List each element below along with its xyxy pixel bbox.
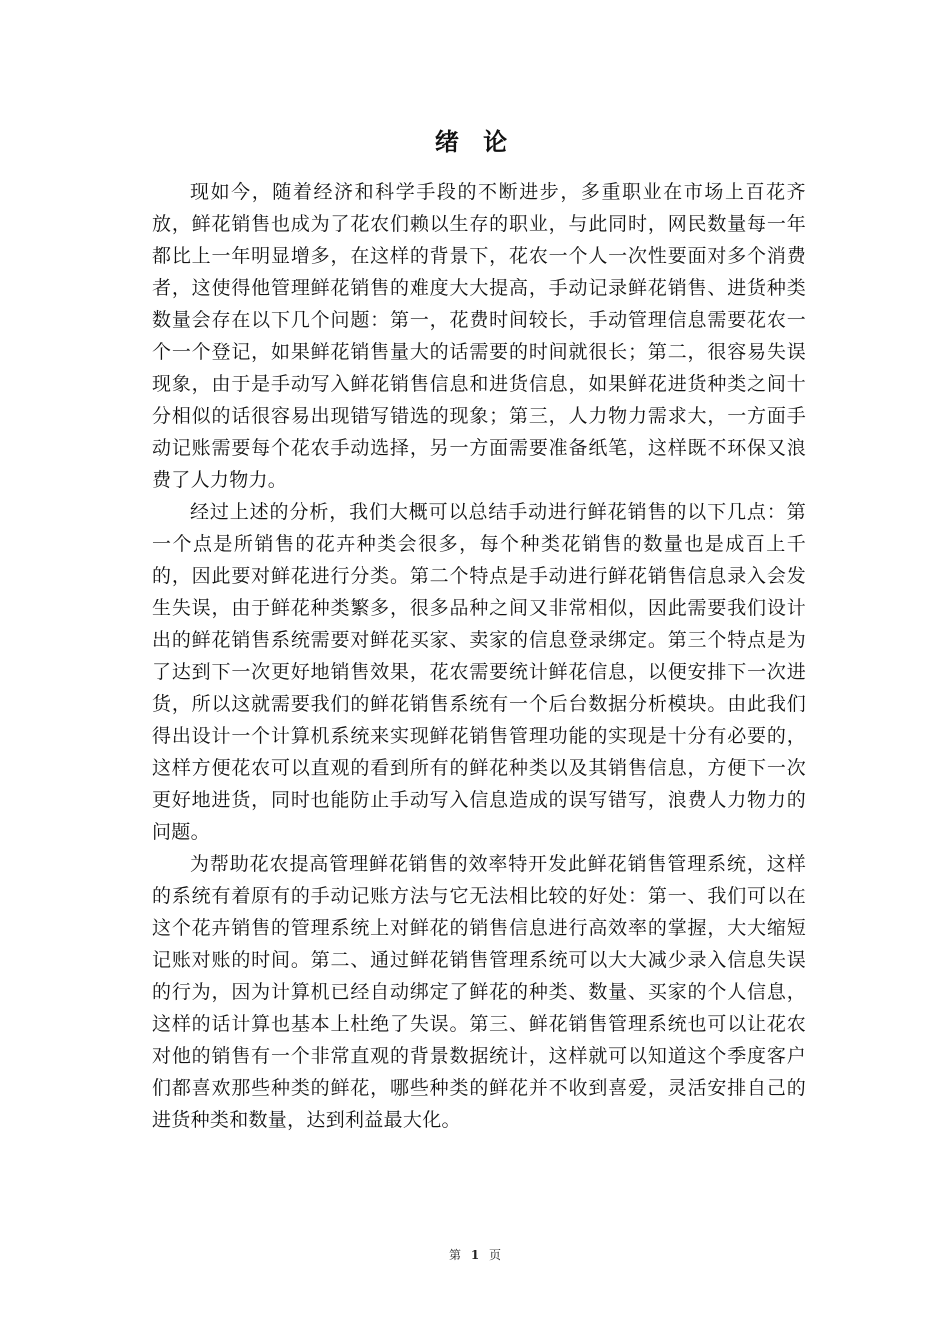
paragraph-2: 经过上述的分析，我们大概可以总结手动进行鲜花销售的以下几点：第一个点是所销售的花卉种类会很多，每个种类花销售的数量也是成百上千的，因此要对鲜花进行分类。第二个特点是手动进行鲜花销售信息录入会发生失误，由于鲜花种类繁多，很多品种之间又非常相似，因此需要我们设计出的鲜花销售系统需要对鲜花买家、卖家的信息登录绑定。第三个特点是为了达到下一次更好地销售效果，花农需要统计鲜花信息，以便安排下一次进货，所以这就需要我们的鲜花销售系统有一个后台数据分析模块。由此我们得出设计一个计算机系统来实现鲜花销售管理功能的实现是十分有必要的，这样方便花农可以直观的看到所有的鲜花种类以及其销售信息，方便下一次更好地进货，同时也能防止手动写入信息造成的误写错写，浪费人力物力的问题。 xyxy=(152,501,806,843)
page-number: 1 xyxy=(470,1248,480,1262)
page-title: 绪 论 xyxy=(434,128,516,156)
body-text xyxy=(152,176,806,1136)
paragraph-1: 现如今，随着经济和科学手段的不断进步，多重职业在市场上百花齐放，鲜花销售也成为了花农们赖以生存的职业，与此同时，网民数量每一年都比上一年明显增多，在这样的背景下，花农一个人一次性要面对多个消费者，这使得他管理鲜花销售的难度大大提高，手动记录鲜花销售、进货种类数量会存在以下几个问题：第一，花费时间较长，手动管理信息需要花农一个一个登记，如果鲜花销售量大的话需要的时间就很长；第二，很容易失误现象，由于是手动写入鲜花销售信息和进货信息，如果鲜花进货种类之间十分相似的话很容易出现错写错选的现象；第三，人力物力需求大，一方面手动记账需要每个花农手动选择，另一方面需要准备纸笔，这样既不环保又浪费了人力物力。 xyxy=(152,181,806,491)
page-footer xyxy=(0,1246,950,1264)
paragraph-3: 为帮助花农提高管理鲜花销售的效率特开发此鲜花销售管理系统，这样的系统有着原有的手动记账方法与它无法相比较的好处：第一、我们可以在这个花卉销售的管理系统上对鲜花的销售信息进行高效率的掌握，大大缩短记账对账的时间。第二、通过鲜花销售管理系统可以大大减少录入信息失误的行为，因为计算机已经自动绑定了鲜花的种类、数量、买家的个人信息，这样的话计算也基本上杜绝了失误。第三、鲜花销售管理系统也可以让花农对他的销售有一个非常直观的背景数据统计，这样就可以知道这个季度客户们都喜欢那些种类的鲜花，哪些种类的鲜花并不收到喜爱，灵活安排自己的进货种类和数量，达到利益最大化。 xyxy=(152,853,806,1131)
page-number-prefix: 第 xyxy=(448,1248,461,1262)
page-number-suffix: 页 xyxy=(489,1248,502,1262)
